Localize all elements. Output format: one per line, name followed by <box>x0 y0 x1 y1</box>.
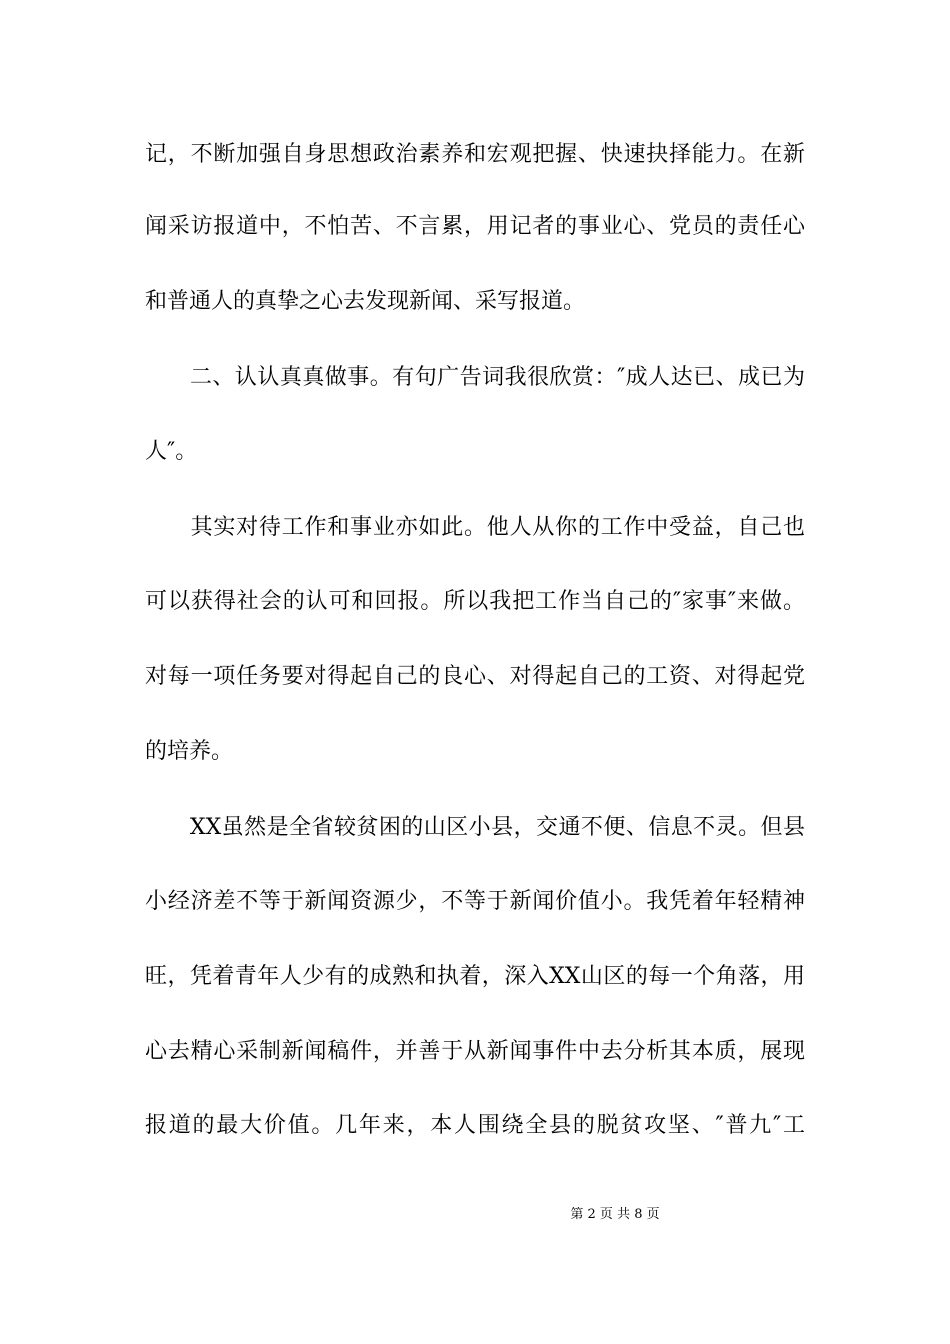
text-line-8: 对每一项任务要对得起自己的良心、对得起自己的工资、对得起党 <box>145 664 805 689</box>
text-line-7: 可以获得社会的认可和回报。所以我把工作当自己的″家事″来做。 <box>145 589 805 614</box>
text-line-14: 报道的最大价值。几年来，本人围绕全县的脱贫攻坚、″普九″工 <box>145 1113 805 1138</box>
text-line-12: 旺，凭着青年人少有的成熟和执着，深入XX山区的每一个角落，用 <box>145 964 805 989</box>
page-number-footer: 第 2 页 共 8 页 <box>570 1207 660 1222</box>
text-line-10: XX虽然是全省较贫困的山区小县，交通不便、信息不灵。但县 <box>145 815 805 840</box>
text-line-6: 其实对待工作和事业亦如此。他人从你的工作中受益，自己也 <box>145 515 805 540</box>
text-line-5: 人″。 <box>145 439 198 464</box>
text-line-9: 的培养。 <box>145 739 234 764</box>
text-line-1: 记，不断加强自身思想政治素养和宏观把握、快速抉择能力。在新 <box>145 142 805 167</box>
text-line-3: 和普通人的真挚之心去发现新闻、采写报道。 <box>145 289 586 314</box>
text-line-4: 二、认认真真做事。有句广告词我很欣赏：″成人达已、成已为 <box>145 365 805 390</box>
text-line-11: 小经济差不等于新闻资源少，不等于新闻价值小。我凭着年轻精神 <box>145 889 805 914</box>
text-line-2: 闻采访报道中，不怕苦、不言累，用记者的事业心、党员的责任心 <box>145 214 805 239</box>
text-line-13: 心去精心采制新闻稿件，并善于从新闻事件中去分析其本质，展现 <box>145 1039 805 1064</box>
